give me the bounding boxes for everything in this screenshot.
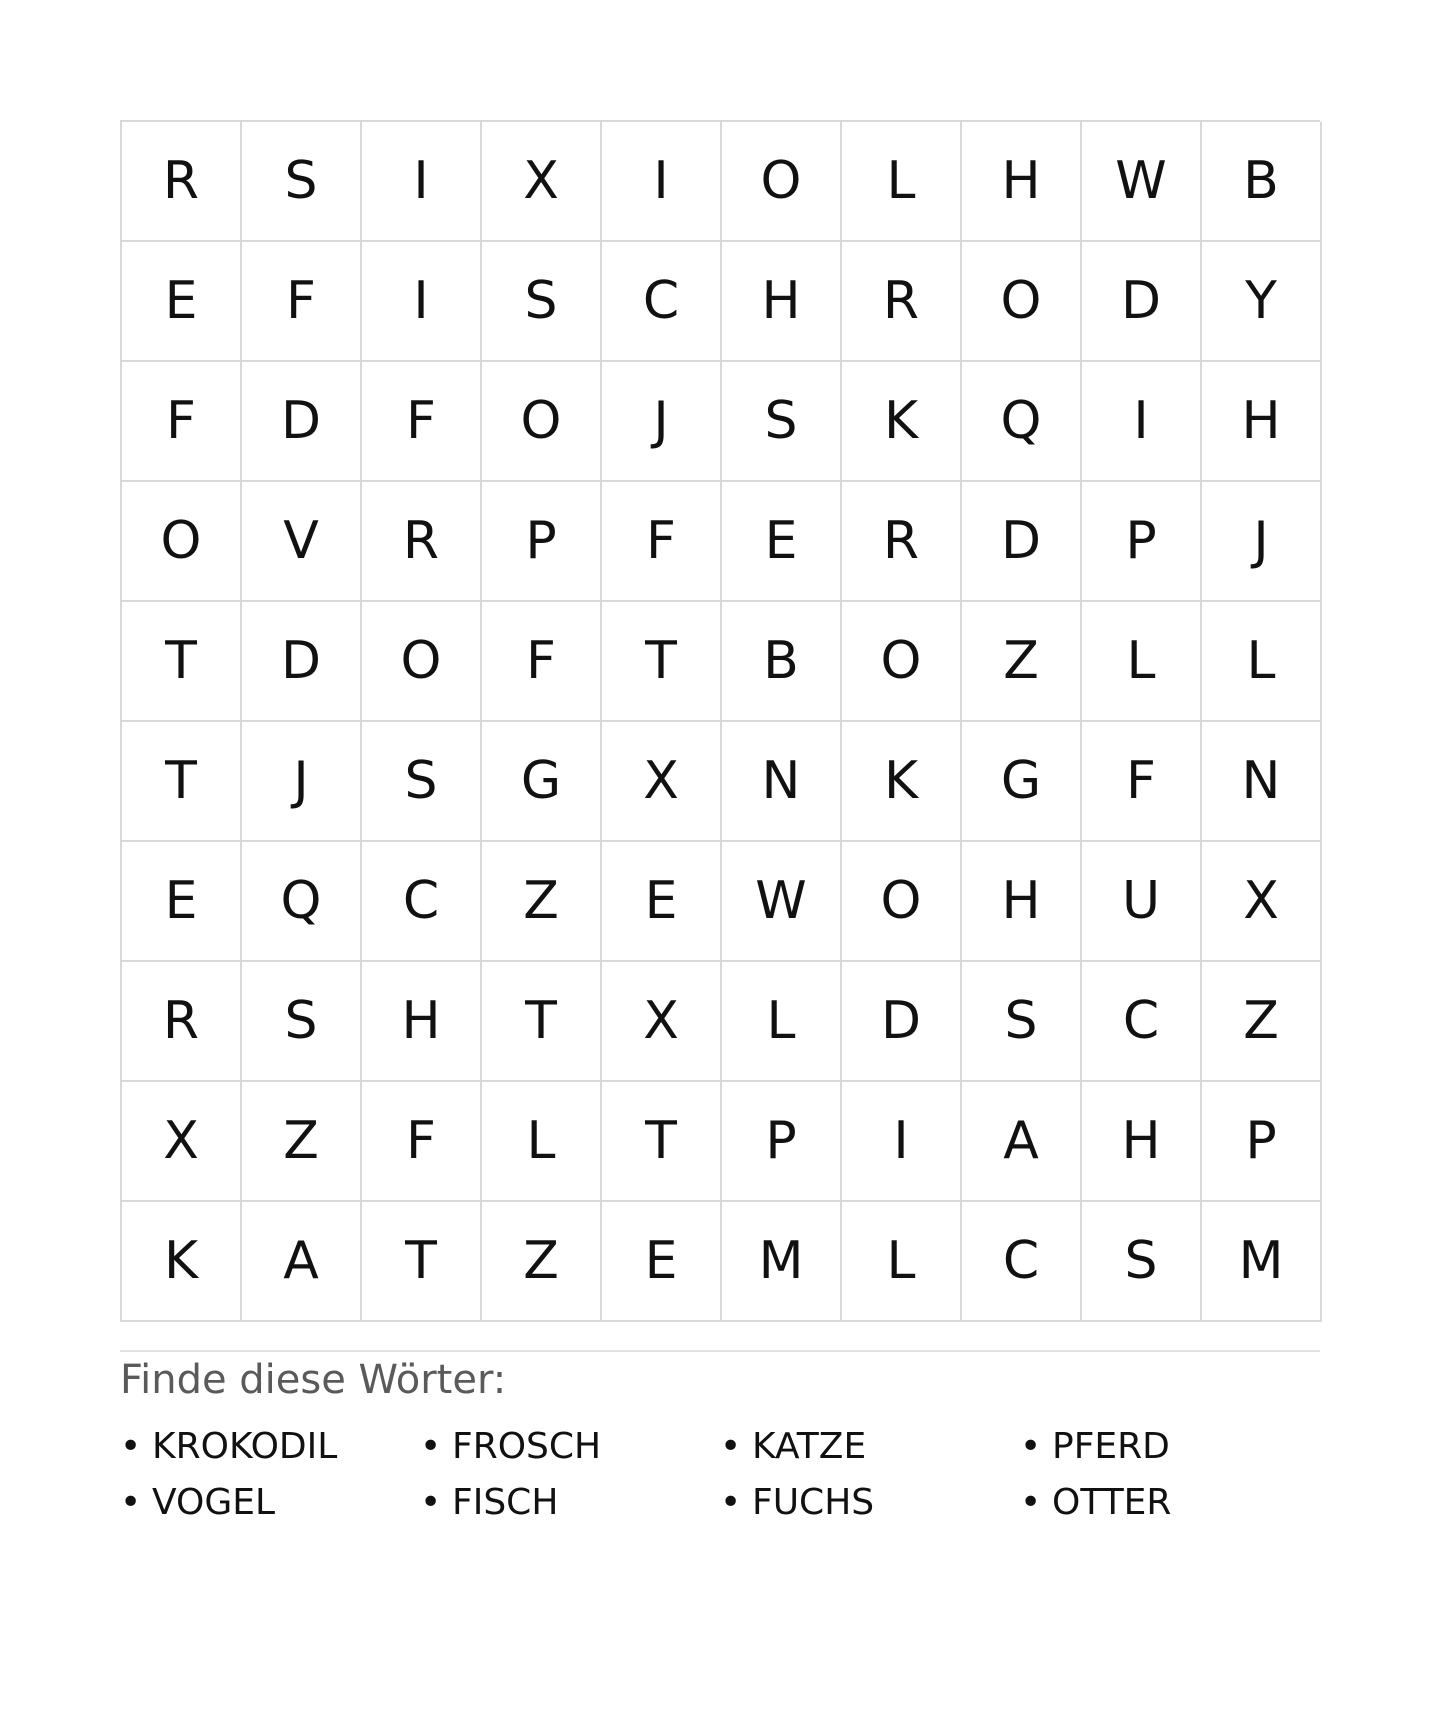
grid-cell[interactable]: H <box>722 242 842 362</box>
grid-cell[interactable]: T <box>602 602 722 722</box>
word-list-item <box>420 1418 720 1474</box>
bullet-icon: • <box>1020 1481 1042 1523</box>
grid-cell[interactable]: Q <box>962 362 1082 482</box>
grid-cell[interactable]: H <box>962 122 1082 242</box>
grid-cell[interactable]: G <box>482 722 602 842</box>
grid-cell[interactable]: R <box>122 962 242 1082</box>
word-list-item <box>720 1418 1020 1474</box>
grid-cell[interactable]: F <box>122 362 242 482</box>
grid-cell[interactable]: D <box>242 362 362 482</box>
grid-cell[interactable]: R <box>842 242 962 362</box>
grid-cell[interactable]: D <box>1082 242 1202 362</box>
grid-cell[interactable]: M <box>1202 1202 1322 1322</box>
word-list <box>120 1418 1320 1530</box>
grid-cell[interactable]: K <box>842 362 962 482</box>
instructions-label: Finde diese Wörter: <box>120 1357 507 1403</box>
grid-cell[interactable]: M <box>722 1202 842 1322</box>
letter-grid <box>120 120 1320 1322</box>
grid-cell[interactable]: L <box>482 1082 602 1202</box>
grid-cell[interactable]: D <box>242 602 362 722</box>
grid-cell[interactable]: Z <box>1202 962 1322 1082</box>
word-list-item <box>1020 1474 1320 1530</box>
word-label: KATZE <box>752 1425 867 1467</box>
word-list-item <box>720 1474 1020 1530</box>
grid-cell[interactable]: B <box>1202 122 1322 242</box>
grid-cell[interactable]: Z <box>962 602 1082 722</box>
grid-cell[interactable]: V <box>242 482 362 602</box>
grid-cell[interactable]: J <box>242 722 362 842</box>
grid-cell[interactable]: U <box>1082 842 1202 962</box>
grid-cell[interactable]: E <box>602 1202 722 1322</box>
grid-cell[interactable]: H <box>962 842 1082 962</box>
grid-cell[interactable]: D <box>842 962 962 1082</box>
word-label: FISCH <box>452 1481 559 1523</box>
grid-cell[interactable]: F <box>1082 722 1202 842</box>
grid-cell[interactable]: Y <box>1202 242 1322 362</box>
grid-cell[interactable]: H <box>1082 1082 1202 1202</box>
grid-cell[interactable]: S <box>362 722 482 842</box>
bullet-icon: • <box>720 1425 742 1467</box>
grid-cell[interactable]: I <box>602 122 722 242</box>
grid-cell[interactable]: T <box>602 1082 722 1202</box>
grid-cell[interactable]: I <box>842 1082 962 1202</box>
grid-cell[interactable]: X <box>602 962 722 1082</box>
grid-cell[interactable]: T <box>482 962 602 1082</box>
grid-cell[interactable]: N <box>722 722 842 842</box>
grid-cell[interactable]: T <box>122 602 242 722</box>
grid-cell[interactable]: K <box>842 722 962 842</box>
grid-cell[interactable]: W <box>722 842 842 962</box>
grid-cell[interactable]: O <box>362 602 482 722</box>
grid-cell[interactable]: E <box>722 482 842 602</box>
grid-cell[interactable]: D <box>962 482 1082 602</box>
word-list-item <box>120 1418 420 1474</box>
grid-cell[interactable]: L <box>842 122 962 242</box>
grid-cell[interactable]: H <box>362 962 482 1082</box>
grid-cell[interactable]: R <box>842 482 962 602</box>
grid-cell[interactable]: C <box>362 842 482 962</box>
grid-cell[interactable]: J <box>602 362 722 482</box>
grid-cell[interactable]: S <box>1082 1202 1202 1322</box>
grid-cell[interactable]: O <box>482 362 602 482</box>
grid-cell[interactable]: L <box>1082 602 1202 722</box>
word-list-item <box>420 1474 720 1530</box>
grid-cell[interactable]: A <box>962 1082 1082 1202</box>
grid-cell[interactable]: Z <box>482 842 602 962</box>
word-label: FUCHS <box>752 1481 875 1523</box>
bullet-icon: • <box>420 1425 442 1467</box>
grid-cell[interactable]: P <box>1082 482 1202 602</box>
grid-cell[interactable]: S <box>242 122 362 242</box>
grid-cell[interactable]: F <box>362 362 482 482</box>
grid-cell[interactable]: L <box>842 1202 962 1322</box>
bullet-icon: • <box>720 1481 742 1523</box>
grid-cell[interactable]: C <box>962 1202 1082 1322</box>
word-label: OTTER <box>1052 1481 1172 1523</box>
grid-cell[interactable]: R <box>362 482 482 602</box>
grid-cell[interactable]: O <box>962 242 1082 362</box>
bullet-icon: • <box>1020 1425 1042 1467</box>
grid-cell[interactable]: L <box>1202 602 1322 722</box>
grid-cell[interactable]: H <box>1202 362 1322 482</box>
grid-cell[interactable]: E <box>602 842 722 962</box>
grid-cell[interactable]: K <box>122 1202 242 1322</box>
bullet-icon: • <box>120 1481 142 1523</box>
grid-cell[interactable]: O <box>842 602 962 722</box>
grid-cell[interactable]: S <box>242 962 362 1082</box>
grid-cell[interactable]: W <box>1082 122 1202 242</box>
grid-cell[interactable]: A <box>242 1202 362 1322</box>
grid-cell[interactable]: E <box>122 242 242 362</box>
grid-cell[interactable]: P <box>1202 1082 1322 1202</box>
word-list-item <box>1020 1418 1320 1474</box>
word-search-puzzle <box>120 120 1320 1530</box>
grid-cell[interactable]: C <box>1082 962 1202 1082</box>
grid-cell[interactable]: F <box>602 482 722 602</box>
grid-cell[interactable]: R <box>122 122 242 242</box>
grid-cell[interactable]: X <box>122 1082 242 1202</box>
grid-cell[interactable]: X <box>1202 842 1322 962</box>
grid-cell[interactable]: X <box>602 722 722 842</box>
grid-cell[interactable]: F <box>482 602 602 722</box>
grid-cell[interactable]: P <box>482 482 602 602</box>
grid-cell[interactable]: O <box>722 122 842 242</box>
grid-cell[interactable]: F <box>362 1082 482 1202</box>
word-list-item <box>120 1474 420 1530</box>
grid-cell[interactable]: O <box>842 842 962 962</box>
grid-cell[interactable]: T <box>122 722 242 842</box>
grid-cell[interactable]: Q <box>242 842 362 962</box>
grid-cell[interactable]: S <box>722 362 842 482</box>
grid-cell[interactable]: P <box>722 1082 842 1202</box>
bullet-icon: • <box>120 1425 142 1467</box>
grid-cell[interactable]: I <box>1082 362 1202 482</box>
grid-cell[interactable]: J <box>1202 482 1322 602</box>
grid-cell[interactable]: N <box>1202 722 1322 842</box>
grid-cell[interactable]: Z <box>242 1082 362 1202</box>
grid-cell[interactable]: Z <box>482 1202 602 1322</box>
grid-cell[interactable]: T <box>362 1202 482 1322</box>
word-label: VOGEL <box>152 1481 276 1523</box>
grid-cell[interactable]: G <box>962 722 1082 842</box>
grid-cell[interactable]: S <box>962 962 1082 1082</box>
word-label: KROKODIL <box>152 1425 338 1467</box>
grid-cell[interactable]: I <box>362 122 482 242</box>
grid-cell[interactable]: L <box>722 962 842 1082</box>
word-label: FROSCH <box>452 1425 602 1467</box>
grid-cell[interactable]: B <box>722 602 842 722</box>
grid-cell[interactable]: E <box>122 842 242 962</box>
divider <box>120 1350 1320 1352</box>
grid-cell[interactable]: I <box>362 242 482 362</box>
grid-cell[interactable]: F <box>242 242 362 362</box>
grid-cell[interactable]: O <box>122 482 242 602</box>
word-label: PFERD <box>1052 1425 1170 1467</box>
grid-cell[interactable]: S <box>482 242 602 362</box>
bullet-icon: • <box>420 1481 442 1523</box>
grid-cell[interactable]: C <box>602 242 722 362</box>
grid-cell[interactable]: X <box>482 122 602 242</box>
